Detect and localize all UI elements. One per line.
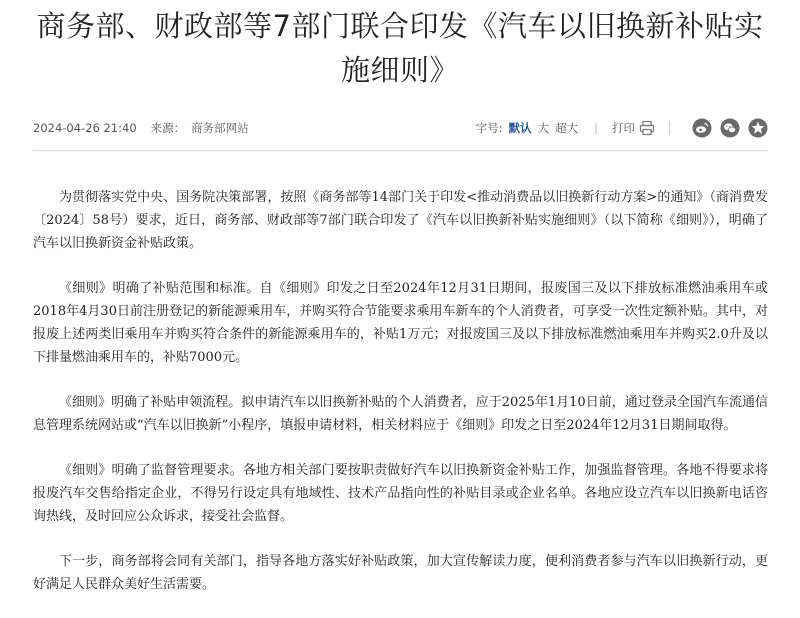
font-size-default[interactable]: 默认 — [508, 121, 532, 135]
paragraph-3: 《细则》明确了补贴申领流程。拟申请汽车以旧换新补贴的个人消费者，应于2025年1月10日前，通过登录全国汽车流通信息管理系统网站或“汽车以旧换新”小程序，填报申请材料，相关材料应于《细则》印发之日至2024年12月31日期间取得。 — [33, 395, 768, 433]
page-title-line2: 施细则》 — [340, 53, 459, 87]
printer-icon[interactable] — [639, 120, 655, 136]
article-meta — [33, 118, 768, 138]
font-size-xlarge[interactable]: 超大 — [555, 121, 579, 135]
qzone-icon[interactable] — [748, 118, 768, 138]
font-size-large[interactable]: 大 — [537, 121, 550, 135]
share-divider — [669, 121, 670, 135]
source-label: 来源： — [150, 121, 186, 135]
font-size-label: 字号: — [475, 121, 503, 135]
paragraph-4: 《细则》明确了监督管理要求。各地方相关部门要按职责做好汽车以旧换新资金补贴工作，加强监督管理。各地不得要求将报废汽车交售给指定企业，不得另行设定具有地域性、技术产品指向性的补贴目录或企业名单。各地应设立汽车以旧换新电话咨询热线，及时回应公众诉求，接受社会监督。 — [33, 463, 768, 524]
weibo-icon[interactable] — [692, 118, 712, 138]
source-name: 商务部网站 — [191, 121, 249, 135]
header-divider — [33, 150, 768, 151]
publish-date: 2024-04-26 21:40 — [33, 121, 137, 135]
page-title-line1: 商务部、财政部等7部门联合印发《汽车以旧换新补贴实 — [36, 9, 764, 43]
article-body — [33, 186, 768, 618]
paragraph-2: 《细则》明确了补贴范围和标准。自《细则》印发之日至2024年12月31日期间，报废国三及以下排放标准燃油乘用车或2018年4月30日前注册登记的新能源乘用车，并购买符合节能要求乘用车新车的个人消费者，可享受一次性定额补贴。其中，对报废上述两类旧乘用车并购买符合条件的新能源乘用车的，补贴1万元；对报废国三及以下排放标准燃油乘用车并购买2.0升及以下排量燃油乘用车的，补贴7000元。 — [33, 281, 768, 365]
paragraph-5: 下一步，商务部将会同有关部门，指导各地方落实好补贴政策，加大宣传解读力度，便利消费者参与汽车以旧换新行动，更好满足人民群众美好生活需要。 — [33, 554, 768, 592]
toolbar-separator: | — [594, 121, 598, 135]
paragraph-1: 为贯彻落实党中央、国务院决策部署，按照《商务部等14部门关于印发<推动消费品以旧换新行动方案>的通知》（商消费发〔2024〕58号）要求，近日，商务部、财政部等7部门联合印发了《汽车以旧换新补贴实施细则》（以下简称《细则》），明确了汽车以旧换新资金补贴政策。 — [33, 190, 768, 251]
page-title — [0, 4, 800, 92]
print-button[interactable]: 打印 — [612, 121, 635, 135]
wechat-icon[interactable] — [720, 118, 740, 138]
